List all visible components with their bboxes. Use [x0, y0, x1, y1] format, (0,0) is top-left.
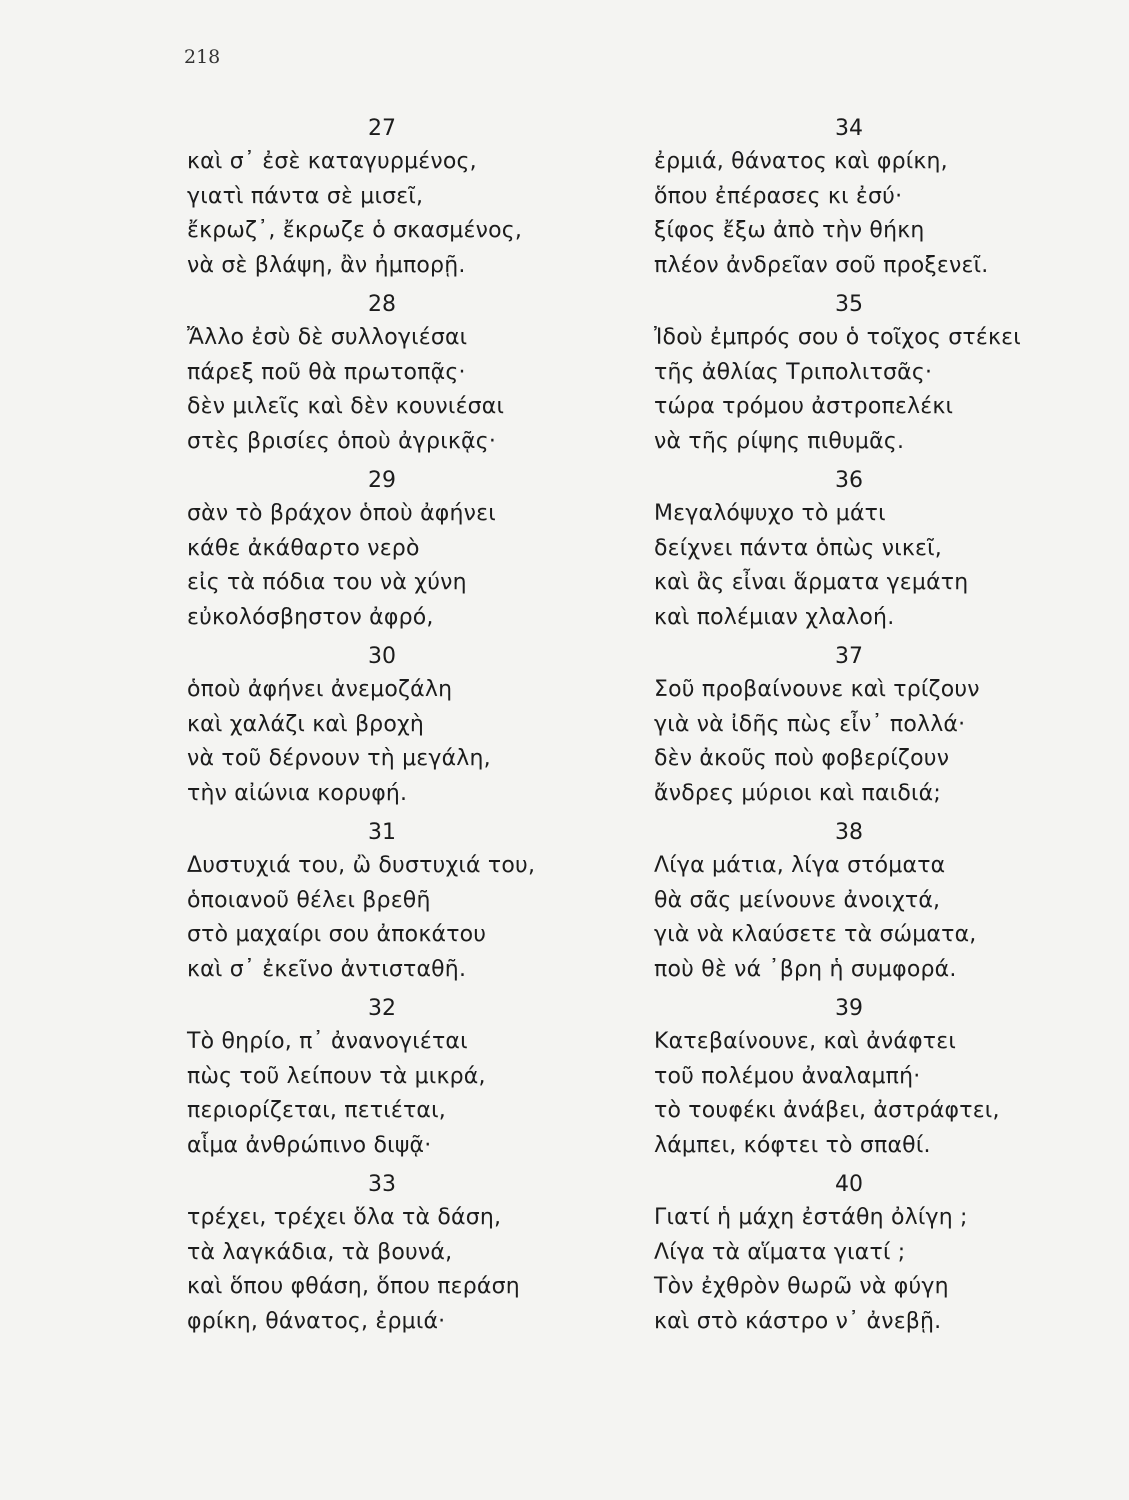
- stanza-number: 27: [368, 116, 396, 141]
- verse-line: νὰ τῆς ρίψης πιθυμᾶς.: [654, 428, 905, 454]
- verse-line: γιὰ νὰ κλαύσετε τὰ σώματα,: [654, 922, 977, 947]
- verse-line: ἄνδρες μύριοι καὶ παιδιά;: [654, 780, 941, 806]
- verse-line: στὸ μαχαίρι σου ἀποκάτου: [187, 922, 487, 947]
- verse-line: καὶ στὸ κάστρο ν᾽ ἀνεβῇ.: [654, 1308, 942, 1334]
- verse-line: δὲν ἀκοῦς ποὺ φοβερίζουν: [654, 746, 950, 771]
- right-column: [654, 112, 1054, 1344]
- stanza: [187, 640, 587, 816]
- page-number: 218: [184, 46, 221, 68]
- verse-line: ὅπου ἐπέρασες κι ἐσύ·: [654, 183, 903, 209]
- verse-line: καὶ πολέμιαν χλαλοή.: [654, 604, 895, 630]
- verse-line: τὰ λαγκάδια, τὰ βουνά,: [187, 1239, 453, 1265]
- stanza-number: 28: [368, 292, 396, 317]
- verse-line: γιατὶ πάντα σὲ μισεῖ,: [187, 183, 424, 209]
- verse-line: καὶ σ᾽ ἐκεῖνο ἀντισταθῆ.: [187, 956, 467, 982]
- verse-line: πάρεξ ποῦ θὰ πρωτοπᾷς·: [187, 359, 466, 385]
- verse-line: Ἄλλο ἐσὺ δὲ συλλογιέσαι: [187, 325, 468, 350]
- left-column: [187, 112, 587, 1344]
- stanza-number: 39: [835, 996, 863, 1021]
- verse-line: Λίγα τὰ αἵματα γιατί ;: [654, 1239, 906, 1265]
- stanza-number: 32: [368, 996, 396, 1021]
- verse-line: εἰς τὰ πόδια του νὰ χύνη: [187, 570, 467, 595]
- verse-line: περιορίζεται, πετιέται,: [187, 1098, 446, 1123]
- verse-line: Μεγαλόψυχο τὸ μάτι: [654, 501, 886, 526]
- stanza-number: 29: [368, 468, 396, 493]
- verse-line: λάμπει, κόφτει τὸ σπαθί.: [654, 1132, 931, 1158]
- stanza: [187, 288, 587, 464]
- verse-line: Γιατί ἡ μάχη ἐστάθη ὀλίγη ;: [654, 1205, 968, 1230]
- verse-line: ὁποὺ ἀφήνει ἀνεμοζάλη: [187, 677, 453, 702]
- stanza: [187, 112, 587, 288]
- verse-line: γιὰ νὰ ἰδῆς πὼς εἶν᾽ πολλά·: [654, 711, 966, 737]
- verse-line: νὰ τοῦ δέρνουν τὴ μεγάλη,: [187, 746, 491, 771]
- verse-line: νὰ σὲ βλάψη, ἂν ἠμπορῇ.: [187, 252, 466, 278]
- verse-line: ἔκρωζ᾽, ἔκρωζε ὁ σκασμένος,: [187, 218, 523, 243]
- verse-line: καὶ ἂς εἶναι ἅρματα γεμάτη: [654, 570, 969, 595]
- verse-line: τοῦ πολέμου ἀναλαμπή·: [654, 1063, 921, 1089]
- stanza: [187, 816, 587, 992]
- verse-line: στὲς βρισίες ὁποὺ ἀγρικᾷς·: [187, 428, 497, 454]
- stanza: [654, 816, 1054, 992]
- verse-line: τώρα τρόμου ἀστροπελέκι: [654, 394, 954, 419]
- stanza-number: 34: [835, 116, 863, 141]
- stanza: [654, 640, 1054, 816]
- stanza-number: 33: [368, 1172, 396, 1197]
- verse-line: Τὸ θηρίο, π᾽ ἀνανογιέται: [187, 1029, 468, 1054]
- verse-line: ξίφος ἔξω ἀπὸ τὴν θήκη: [654, 218, 925, 243]
- stanza: [654, 112, 1054, 288]
- verse-line: καὶ σ᾽ ἐσὲ καταγυρμένος,: [187, 149, 477, 174]
- verse-line: καὶ χαλάζι καὶ βροχὴ: [187, 711, 425, 737]
- stanza-number: 31: [368, 820, 396, 845]
- verse-line: ποὺ θὲ νά ᾽βρη ἡ συμφορά.: [654, 956, 957, 982]
- verse-line: Τὸν ἐχθρὸν θωρῶ νὰ φύγη: [654, 1274, 949, 1299]
- stanza: [654, 464, 1054, 640]
- stanza-number: 37: [835, 644, 863, 669]
- verse-line: Κατεβαίνουνε, καὶ ἀνάφτει: [654, 1029, 956, 1054]
- verse-line: Λίγα μάτια, λίγα στόματα: [654, 853, 946, 878]
- verse-line: θὰ σᾶς μείνουνε ἀνοιχτά,: [654, 887, 941, 913]
- stanza-number: 38: [835, 820, 863, 845]
- stanza-number: 36: [835, 468, 863, 493]
- stanza: [187, 464, 587, 640]
- verse-line: τὸ τουφέκι ἀνάβει, ἀστράφτει,: [654, 1098, 1000, 1123]
- stanza-number: 35: [835, 292, 863, 317]
- verse-line: δὲν μιλεῖς καὶ δὲν κουνιέσαι: [187, 394, 505, 419]
- verse-line: δείχνει πάντα ὁπὼς νικεῖ,: [654, 535, 942, 561]
- verse-line: τῆς ἀθλίας Τριπολιτσᾶς·: [654, 359, 933, 385]
- verse-line: ὁποιανοῦ θέλει βρεθῆ: [187, 887, 431, 913]
- verse-line: κάθε ἀκάθαρτο νερὸ: [187, 535, 420, 561]
- verse-line: πλέον ἀνδρεῖαν σοῦ προξενεῖ.: [654, 252, 989, 278]
- verse-line: Σοῦ προβαίνουνε καὶ τρίζουν: [654, 677, 980, 702]
- stanza-number: 30: [368, 644, 396, 669]
- verse-line: εὐκολόσβηστον ἀφρό,: [187, 604, 434, 630]
- verse-line: σὰν τὸ βράχον ὁποὺ ἀφήνει: [187, 501, 496, 526]
- stanza: [187, 992, 587, 1168]
- stanza: [654, 288, 1054, 464]
- stanza-number: 40: [835, 1172, 863, 1197]
- verse-line: φρίκη, θάνατος, ἐρμιά·: [187, 1308, 446, 1334]
- verse-line: τρέχει, τρέχει ὅλα τὰ δάση,: [187, 1205, 502, 1230]
- verse-line: αἷμα ἀνθρώπινο διψᾷ·: [187, 1132, 432, 1158]
- verse-line: ἐρμιά, θάνατος καὶ φρίκη,: [654, 149, 948, 174]
- verse-line: Ἰδοὺ ἐμπρός σου ὁ τοῖχος στέκει: [654, 325, 1021, 350]
- stanza: [654, 992, 1054, 1168]
- stanza: [187, 1168, 587, 1344]
- verse-line: τὴν αἰώνια κορυφή.: [187, 780, 408, 806]
- stanza: [654, 1168, 1054, 1344]
- verse-line: πὼς τοῦ λείπουν τὰ μικρά,: [187, 1063, 486, 1089]
- verse-line: Δυστυχιά του, ὢ δυστυχιά του,: [187, 853, 536, 878]
- verse-line: καὶ ὅπου φθάση, ὅπου περάση: [187, 1274, 520, 1299]
